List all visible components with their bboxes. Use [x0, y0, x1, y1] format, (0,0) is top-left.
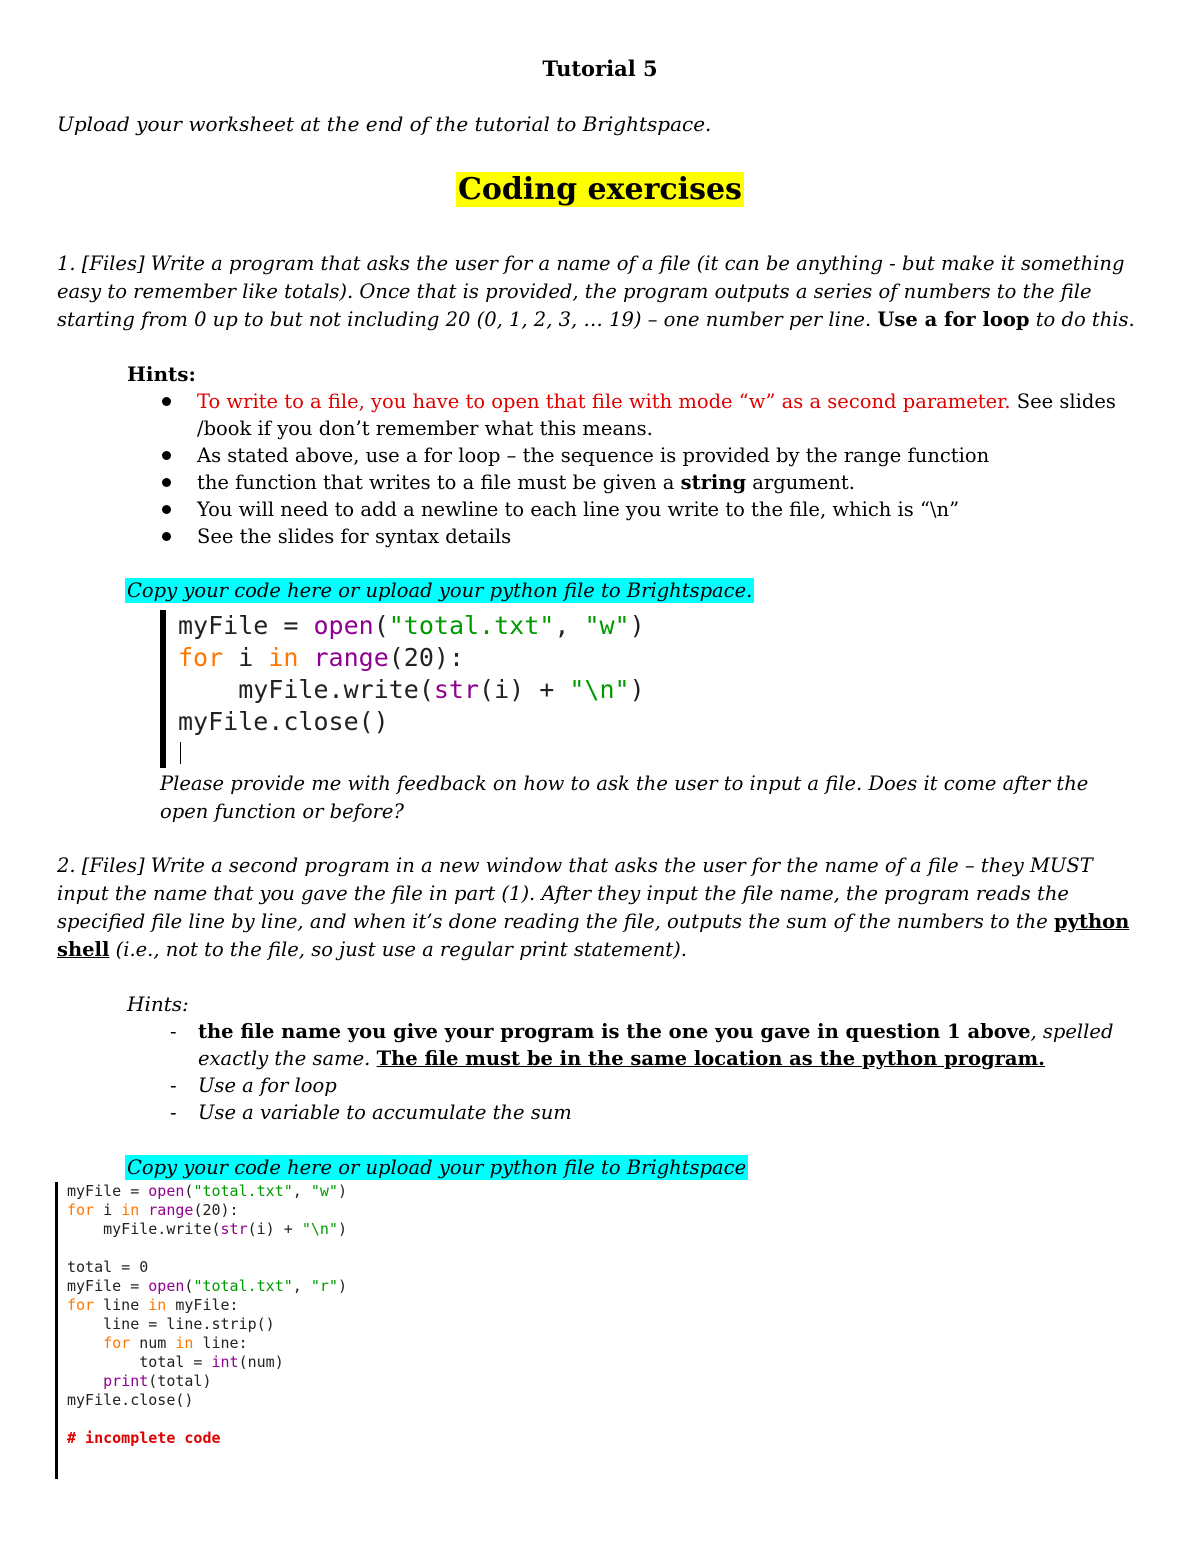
hint-text: Use a for loop [198, 1074, 337, 1097]
code-block: myFile = open("total.txt", "w") for i in range(20): myFile.write(str(i) + "\n") total = 0 myFile = open("total.txt", "r") for line in myFile: line = line.strip() for num in line: total = int(num) print(total) myFile.close() # incomplete code [67, 1182, 347, 1447]
copy-code-prompt-2 [125, 1156, 748, 1179]
copy-code-prompt-1 [125, 579, 754, 602]
section-heading [0, 172, 1200, 207]
question-2 [57, 852, 1147, 964]
hint-text: As stated above, use a for loop – the sequence is provided by the range function [197, 444, 990, 467]
hint-text: argument. [752, 471, 855, 494]
hint-bold-underline-text: The file must be in the same location as the python program. [376, 1047, 1045, 1070]
hints-2-list [170, 1018, 1150, 1126]
question-1 [57, 250, 1147, 334]
hint-item [160, 388, 1140, 442]
text-cursor [180, 742, 181, 764]
question-2-text: 2. [Files] Write a second program in a new window that asks the user for the name of a file – they MUST input the name that you gave the file in part (1). After they input the file name, the program reads the specified file line by line, and when it’s done reading the file, outputs the sum of the numbers to the [57, 854, 1093, 933]
hint-item [170, 1099, 1150, 1126]
copy-code-highlight: Copy your code here or upload your python file to Brightspace. [127, 579, 753, 602]
hint-text: See the slides for syntax details [197, 525, 512, 548]
copy-code-highlight: Copy your code here or upload your python file to Brightspace [127, 1156, 747, 1179]
hint-item [160, 496, 1140, 523]
hint-text: Use a variable to accumulate the sum [198, 1101, 572, 1124]
hint-bold-text: the file name you give your program is the one you gave in question 1 above [198, 1020, 1031, 1043]
code-screenshot-2 [55, 1182, 347, 1479]
page-title: Tutorial 5 [542, 56, 658, 81]
hint-red-text: To write to a file, you have to open that file with mode “w” as a second parameter. [197, 390, 1011, 413]
hints-1-list [160, 388, 1140, 550]
hints-2-label: Hints: [127, 992, 189, 1016]
hint-text: the function that writes to a file must be given a [197, 471, 675, 494]
hint-item [170, 1072, 1150, 1099]
question-2-bold: python shell [57, 910, 1130, 961]
hint-text: You will need to add a newline to each line you write to the file, which is “\n” [197, 498, 960, 521]
code-screenshot-1 [160, 610, 645, 768]
code-block: myFile = open("total.txt", "w") for i in range(20): myFile.write(str(i) + "\n") myFile.close() [178, 611, 645, 736]
section-heading-text: Coding exercises [458, 172, 742, 207]
hint-bold-text: string [680, 471, 747, 494]
hint-item [160, 469, 1140, 496]
question-1-end: to do this. [1035, 308, 1135, 331]
question-2-end: (i.e., not to the file, so just use a regular print statement). [115, 938, 687, 961]
hint-item [160, 442, 1140, 469]
feedback-request: Please provide me with feedback on how to ask the user to input a file. Does it come after the open function or before? [160, 772, 1089, 823]
question-1-text: 1. [Files] Write a program that asks the user for a name of a file (it can be anything - but make it something easy to remember like totals). Once that is provided, the program outputs a series of numbers to the file starting from 0 up to but not including 20 (0, 1, 2, 3, … 19) – one number per line. [57, 252, 1125, 331]
hint-text: See slides /book if you don’t remember what this means. [197, 390, 1116, 440]
question-1-bold: Use a for loop [877, 308, 1030, 331]
hint-item [160, 523, 1140, 550]
hints-1-label: Hints: [127, 362, 196, 386]
hint-text: , spelled exactly the same. [198, 1020, 1114, 1070]
upload-instruction: Upload your worksheet at the end of the tutorial to Brightspace. [57, 112, 712, 136]
hint-item [170, 1018, 1150, 1072]
